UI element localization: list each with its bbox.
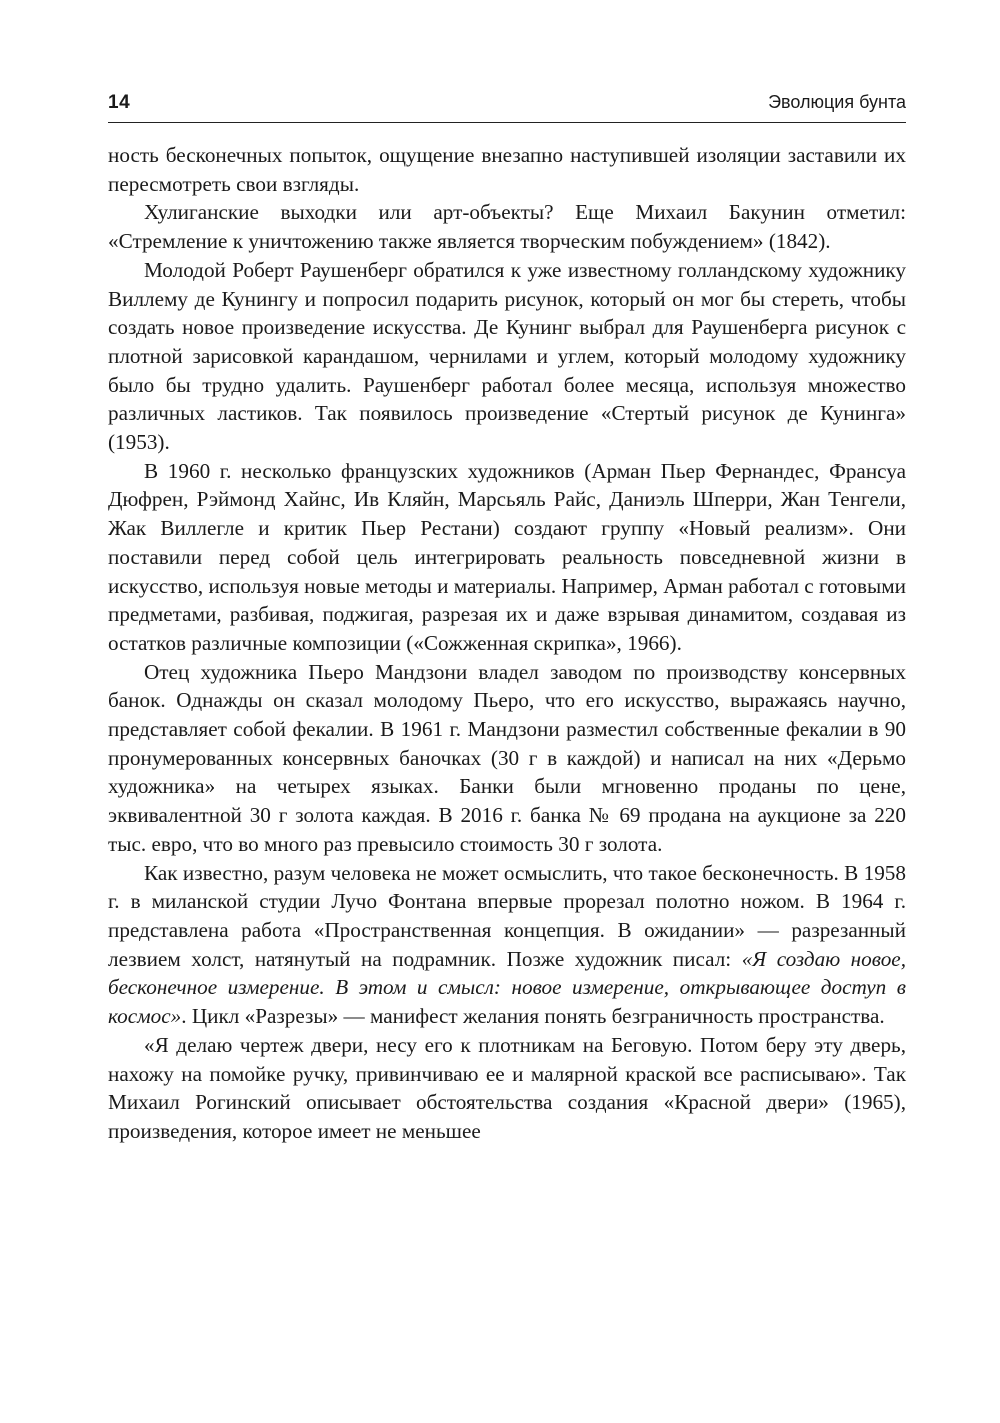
fontana-text-before: Как известно, разум человека не может осмыслить, что такое бесконечность. В 1958 г. в миланской студии Лучо Фонтана впервые прорезал полотно ножом. В 1964 г. представлена работа «Пространственная концепция. В ожидании» — разрезанный лезвием холст, натянутый на подрамник. Позже художник писал: bbox=[108, 860, 906, 971]
paragraph-new-realism: В 1960 г. несколько французских художников (Арман Пьер Фернандес, Франсуа Дюфрен, Рэймонд Хайнс, Ив Кляйн, Марсьяль Райс, Даниэль Шперри, Жан Тенгели, Жак Виллегле и критик Пьер Рестани) создают группу «Новый реализм». Они поставили перед собой цель интегрировать реальность повседневной жизни в искусство, используя новые методы и материалы. Например, Арман работал с готовыми предметами, разбивая, поджигая, разрезая их и даже взрывая динамитом, создавая из остатков различные композиции («Сожженная скрипка», 1966). bbox=[108, 458, 906, 655]
paragraph-bakunin: Хулиганские выходки или арт-объекты? Еще Михаил Бакунин отметил: «Стремление к уничтожению также является творческим побуждением» (1842). bbox=[108, 200, 906, 254]
running-header bbox=[108, 92, 906, 123]
body-text bbox=[108, 141, 906, 1146]
paragraph-roginsky: «Я делаю чертеж двери, несу его к плотникам на Беговую. Потом беру эту дверь, нахожу на помойке ручку, привинчиваю ее и малярной краской все расписываю». Так Михаил Рогинский описывает обстоятельства создания «Красной двери» (1965), произведения, которое имеет не меньшее bbox=[108, 1032, 906, 1143]
page-number: 14 bbox=[108, 92, 131, 113]
paragraph-fontana bbox=[108, 859, 906, 1031]
running-title: Эволюция бунта bbox=[768, 92, 906, 112]
paragraph-manzoni: Отец художника Пьеро Мандзони владел заводом по производству консервных банок. Однажды он сказал молодому Пьеро, что его искусство, выражаясь научно, представляет собой фекалии. В 1961 г. Мандзони разместил собственные фекалии в 90 пронумерованных консервных баночках (30 г в каждой) и написал на них «Дерьмо художника» на четырех языках. Банки были мгновенно проданы по цене, эквивалентной 30 г золота каждая. В 2016 г. банка № 69 продана на аукционе за 220 тыс. евро, что во много раз превысило стоимость 30 г золота. bbox=[108, 659, 906, 856]
paragraph-continued: ность бесконечных попыток, ощущение внезапно наступившей изоляции заставили их пересмотреть свои взгляды. bbox=[108, 143, 906, 196]
fontana-italic-quote: «Я создаю новое, бесконечное измерение. В этом и смысл: новое измерение, открывающее доступ в космос» bbox=[108, 946, 906, 1029]
paragraph-rauschenberg: Молодой Роберт Раушенберг обратился к уже известному голландскому художнику Виллему де Кунингу и попросил подарить рисунок, который он мог бы стереть, чтобы создать новое произведение искусства. Де Кунинг выбрал для Раушенберга рисунок с плотной зарисовкой карандашом, чернилами и углем, который молодому художнику было бы трудно удалить. Раушенберг работал более месяца, используя множество различных ластиков. Так появилось произведение «Стертый рисунок де Кунинга» (1953). bbox=[108, 257, 906, 455]
fontana-text-after: . Цикл «Разрезы» — манифест желания понять безграничность пространства. bbox=[181, 1004, 885, 1029]
